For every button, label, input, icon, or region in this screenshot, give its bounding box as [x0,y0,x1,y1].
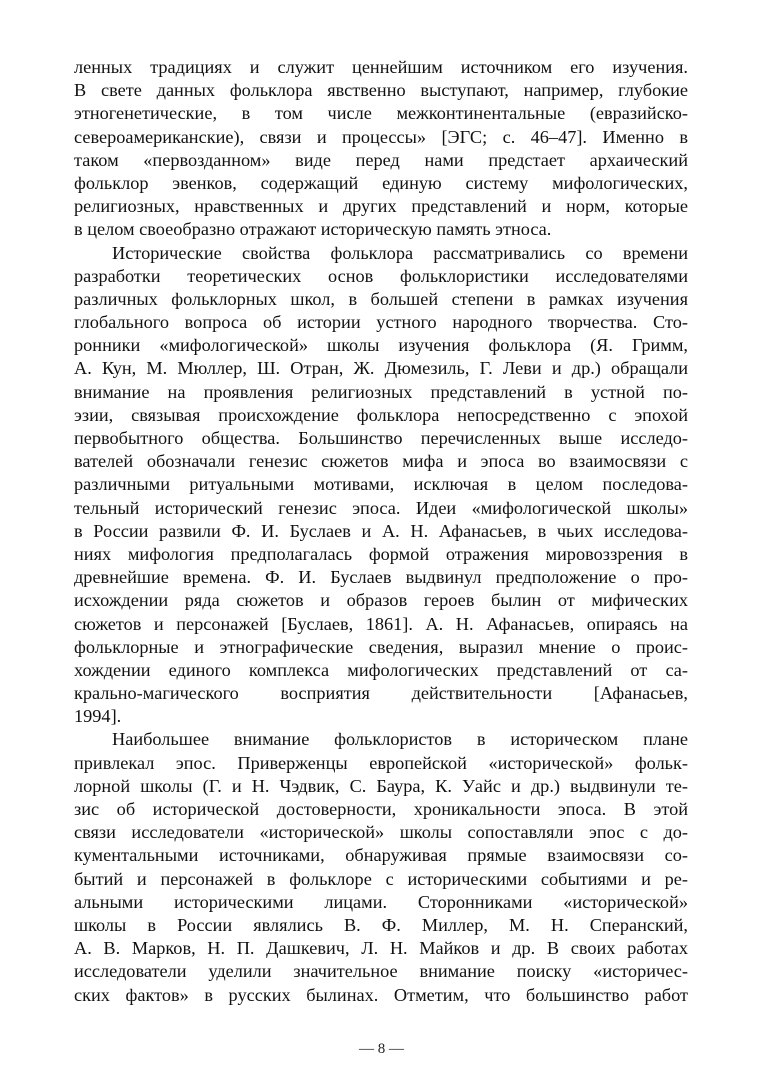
text-line: ронники «мифологической» школы изучения фольклора (Я. Гримм, [74,335,688,356]
text-line: ленных традициях и служит ценнейшим источником его изучения. [74,57,688,77]
page-number: — 8 — [359,1041,404,1057]
paragraph [74,242,688,729]
text-line: фольклор эвенков, содержащий единую систему мифологических, [74,172,688,193]
text-line: А. Кун, М. Мюллер, Ш. Отран, Ж. Дюмезиль, Г. Леви и др.) обращали [74,358,688,379]
text-line: исхождении ряда сюжетов и образов героев былин от мифических [74,590,688,611]
text-line: таком «первозданном» виде перед нами предстает архаический [74,149,688,170]
text-line: фольклорные и этнографические сведения, выразил мнение о проис- [74,636,688,657]
text-line: лорной школы (Г. и Н. Чэдвик, С. Баура, К. Уайс и др.) выдвинули те- [74,775,688,796]
text-line: школы в России являлись В. Ф. Миллер, М. Н. Сперанский, [74,914,688,935]
text-line: Исторические свойства фольклора рассматривались со времени [112,242,688,263]
text-line: древнейшие времена. Ф. И. Буслаев выдвинул предположение о про- [74,567,688,588]
text-line: различных фольклорных школ, в большей степени в рамках изучения [74,288,688,309]
text-line: крально-магического восприятия действительности [Афанасьев, [74,683,688,704]
text-line: этногенетические, в том числе межконтинентальные (евразийско- [74,103,688,124]
text-line: в России развили Ф. И. Буслаев и А. Н. Афанасьев, в чьих исследова- [74,520,688,541]
text-line: эзии, связывая происхождение фольклора непосредственно с эпохой [74,404,688,425]
text-line: разработки теоретических основ фольклористики исследователями [74,265,688,286]
paragraph [74,728,688,1006]
text-line: глобального вопроса об истории устного народного творчества. Сто- [74,312,688,333]
text-line: сюжетов и персонажей [Буслаев, 1861]. А. Н. Афанасьев, опираясь на [74,613,688,634]
text-line: А. В. Марков, Н. П. Дашкевич, Л. Н. Майков и др. В своих работах [74,938,688,959]
text-line: кументальными источниками, обнаруживая прямые взаимосвязи со- [74,845,688,866]
text-line: альными историческими лицами. Сторонниками «исторической» [74,891,688,912]
paragraph [74,56,688,242]
text-line: религиозных, нравственных и других представлений и норм, которые [74,196,688,217]
text-line: вателей обозначали генезис сюжетов мифа и эпоса во взаимосвязи с [74,451,688,472]
text-line: 1994]. [74,706,122,727]
text-line: различными ритуальными мотивами, исключая в целом последова- [74,474,688,495]
body-text [74,56,688,1007]
text-line: исследователи уделили значительное внимание поиску «историчес- [74,961,688,982]
text-line: Наибольшее внимание фольклористов в историческом плане [112,729,688,750]
text-line: привлекал эпос. Приверженцы европейской «исторической» фольк- [74,752,688,773]
text-line: бытий и персонажей в фольклоре с историческими событиями и ре- [74,868,688,889]
text-line: в целом своеобразно отражают историческую память этноса. [74,219,552,240]
text-line: связи исследователи «исторической» школы сопоставляли эпос с до- [74,822,688,843]
text-line: североамериканские), связи и процессы» [ЭГС; с. 46–47]. Именно в [74,126,688,147]
text-line: зис об исторической достоверности, хроникальности эпоса. В этой [74,799,688,819]
text-line: ских фактов» в русских былинах. Отметим, что большинство работ [74,984,688,1005]
text-line: тельный исторический генезис эпоса. Идеи «мифологической школы» [74,497,688,518]
text-line: первобытного общества. Большинство перечисленных выше исследо- [74,428,688,448]
text-line: ниях мифология предполагалась формой отражения мировоззрения в [74,543,688,564]
text-line: внимание на проявления религиозных представлений в устной по- [74,381,688,402]
text-line: хождении единого комплекса мифологических представлений от са- [74,659,688,680]
text-line: В свете данных фольклора явственно выступают, например, глубокие [74,80,688,101]
